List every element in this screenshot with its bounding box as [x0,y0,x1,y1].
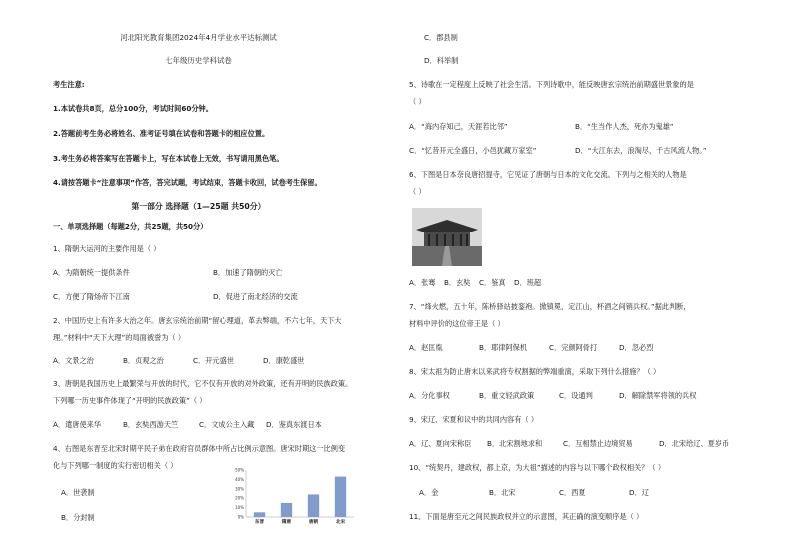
temple-pillar [428,234,430,246]
q9-option-c: C．互相禁止边境贸易 [563,439,633,448]
q2-stem-line2: 理。”材料中“天下大理”的局面被誉为（ ） [53,333,186,342]
q7-option-b: B．耶律阿保机 [479,343,528,352]
q10-option-a: A．金 [419,488,439,497]
q1-option-d: D．促进了南北经济的交流 [213,292,298,301]
q9-option-d: D．北宋给辽、夏岁币 [659,439,730,448]
x-tick-label: 北宋 [335,520,346,525]
bar [281,503,292,517]
section-title: 一、单项选择题（每题2分，共25题，共50分） [53,222,208,231]
q7-stem-line2: 材料中评价的这位帝王是（ ） [409,319,505,328]
q7-stem-line1: 7、“烽火燃，五十年，陈桥驿站披銮袍。掀镇冕，定江山，杯酒之间销兵权。”据此判断， [409,302,691,311]
q8-option-d: D．解除禁军将领的兵权 [619,391,697,400]
q2-stem-line1: 2、中国历史上有许多大治之年。唐玄宗统治前期“留心理道，革去弊端，不六七年，天下大 [53,316,342,325]
q3-option-c: C．文成公主入藏 [199,420,255,429]
q6-option-b: B．玄奘 [444,278,471,287]
q5-option-c: C．“忆昔开元全盛日，小邑犹藏万家室” [409,146,537,155]
q2-option-b: B．贞观之治 [123,356,164,365]
temple-pillar [452,234,454,246]
q3-option-a: A．遣唐使来华 [53,420,102,429]
exam-title: 河北阳光教育集团2024年4月学业水平达标测试 [120,33,277,42]
q7-option-a: A．赵匡胤 [409,343,443,352]
y-tick-label: 40% [235,476,244,482]
notice-4: 4.请按答题卡“注意事项”作答，答完试题，考试结束，答题卡收回，试卷考生保留。 [53,178,322,187]
temple-illustration [412,208,482,266]
y-tick-label: 0% [237,514,244,520]
q8-option-a: A．分化事权 [409,391,450,400]
temple-photo [412,208,482,266]
q10-stem: 10、“统契丹，建政权，都上京，为大祖”描述的内容与以下哪个政权相关？（ ） [409,463,666,472]
x-tick-label: 唐朝 [308,520,319,525]
q6-option-c: C．鉴真 [479,278,506,287]
q2-option-a: A．文景之治 [53,356,94,365]
part-title: 第一部分 选择题（1—25题 共50分） [131,202,266,211]
notice-3: 3.考生务必将答案写在答题卡上，写在本试卷上无效，书写请用黑色笔。 [53,154,284,163]
temple-hall-icon [424,232,470,246]
x-tick-label: 隋唐 [281,520,292,525]
q8-option-c: C．设通判 [559,391,593,400]
bar-chart [228,467,358,527]
q11-stem: 11、下面是唐至元之间民族政权并立的示意图，其正确的演变顺序是（ ） [409,512,644,521]
temple-pillar [436,234,438,246]
q2-option-d: D．康乾盛世 [263,356,305,365]
exam-subtitle: 七年级历史学科试卷 [165,56,232,65]
q5-stem-line1: 5、诗歌在一定程度上反映了社会生活。下列诗歌中，能反映唐玄宗统治前期盛世景象的是 [409,80,694,89]
q7-option-c: C．完颜阿骨打 [549,343,598,352]
q3-option-d: D．鉴真东渡日本 [266,420,322,429]
q4-stem-line1: 4、右图是东晋至北宋时期平民子弟在政府官员群体中所占比例示意图。唐宋时期这一比例变 [53,444,346,453]
q4-option-b: B．分封制 [61,513,95,522]
q3-stem-line2: 下列哪一历史事件体现了“开明的民族政策”（ ） [53,396,207,405]
notice-1: 1.本试卷共8页，总分100分，考试时间60分钟。 [53,104,213,113]
q6-option-d: D．班超 [514,278,542,287]
x-tick-label: 东晋 [254,520,265,525]
temple-pillar [466,234,468,246]
q9-option-a: A．辽、夏向宋称臣 [409,439,472,448]
q7-option-d: D．忽必烈 [619,343,654,352]
bar [308,494,319,517]
temple-pillar [444,234,446,246]
temple-pillar [460,234,462,246]
q5-stem-line2: （ ） [409,97,426,106]
q3-stem-line1: 3、唐朝是我国历史上最繁荣与开放的时代，它不仅有开放的对外政策，还有开明的民族政策。 [53,379,353,388]
q4-option-a: A．世袭制 [61,488,95,497]
notice-2: 2.答题前考生务必将姓名、准考证号填在试卷和答题卡的相应位置。 [53,129,270,138]
q10-option-b: B．北宋 [489,488,516,497]
q9-option-b: B．北宋割地求和 [487,439,543,448]
q6-stem: 6、下图是日本奈良唐招提寺，它见证了唐朝与日本的文化交流。下列与之相关的人物是 [409,170,687,179]
q5-option-a: A．“海内存知己，天涯若比邻” [409,122,508,131]
q9-stem: 9、宋辽、宋夏和议中的共同内容有（ ） [409,415,539,424]
bar [254,512,265,517]
y-tick-label: 30% [235,486,244,492]
bar [335,477,346,517]
notice-heading: 考生注意: [53,80,85,89]
q1-option-a: A．为隋朝统一提供条件 [53,268,130,277]
q8-stem: 8、宋太祖为防止唐末以来武将专权割据的弊端重演，采取下列什么措施？（ ） [409,367,661,376]
q6-option-a: A．张骞 [409,278,436,287]
q4-stem-line2: 化与下列哪一制度的实行密切相关（ ） [53,461,178,470]
q4-option-d: D．科举制 [424,56,459,65]
q1-stem: 1、隋朝大运河的主要作用是（ ） [53,244,161,253]
q6-stem-line2: （ ） [409,187,426,196]
q3-option-b: B．玄奘西游天竺 [123,420,179,429]
q10-option-d: D．辽 [629,488,649,497]
q8-option-b: B．重文轻武政策 [479,391,535,400]
q2-option-c: C．开元盛世 [193,356,234,365]
y-tick-label: 20% [235,495,244,501]
q1-option-c: C．方便了隋炀帝下江南 [53,292,130,301]
q10-option-c: C．西夏 [559,488,586,497]
q5-option-d: D．“大江东去，浪淘尽，千古风流人物。” [575,146,707,155]
q1-option-b: B．加速了隋朝的灭亡 [213,268,283,277]
y-tick-label: 50% [235,467,244,473]
q4-option-c: C．郡县制 [424,33,458,42]
y-tick-label: 10% [235,505,244,511]
q5-option-b: B．“生当作人杰，死亦为鬼雄” [575,122,674,131]
right-column [397,0,794,560]
